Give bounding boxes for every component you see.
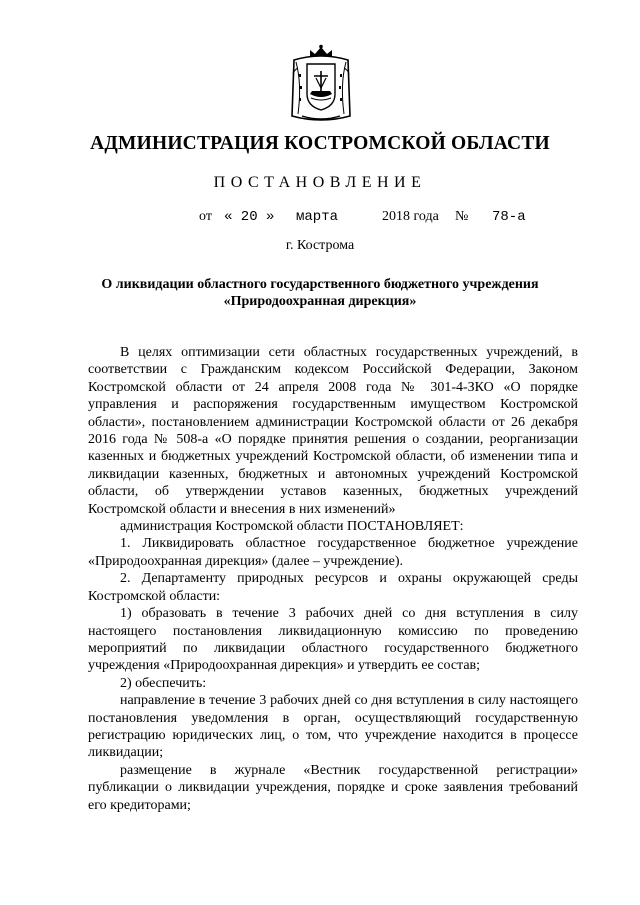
organization-name: АДМИНИСТРАЦИЯ КОСТРОМСКОЙ ОБЛАСТИ: [90, 133, 550, 154]
date-month: марта: [296, 209, 339, 225]
preamble-paragraph: В целях оптимизации сети областных государственных учреждений, в соответствии с Гражданским кодексом Российской Федерации, Законом Костромской области от 24 апреля 2008 года № 301-4-ЗКО «О порядке управления и распоряжения государственным имуществом Костромской области», постановлением администрации Костромской области от 26 декабря 2016 года № 508-а «О порядке принятия решения о создании, реорганизации казенных и бюджетных учреждений Костромской области, об изменении типа и ликвидации казенных, бюджетных и автономных учреждений Костромской области, об утверждении уставов казенных, бюджетных учреждений Костромской области и внесения в них изменений»: [88, 345, 578, 517]
city: г. Кострома: [285, 238, 355, 253]
date-year: 2018 года: [382, 209, 439, 224]
date-day: « 20 »: [224, 209, 275, 225]
title-line-2: «Природоохранная дирекция»: [223, 294, 417, 309]
clause-2-item-1: 1) образовать в течение 3 рабочих дней со дня вступления в силу настоящего постановления ликвидационную комиссию по проведению мероприятий по ликвидации областного государственного бюджетного учреждения «Природоохранная дирекция» и утвердить ее состав;: [88, 606, 578, 674]
coat-of-arms-emblem: [288, 44, 354, 124]
clause-2-item-2-point-1: направление в течение 3 рабочих дней со дня вступления в силу настоящего постановления уведомления в орган, осуществляющий государственную регистрацию юридических лиц, о том, что учреждение находится в процессе ликвидации;: [88, 693, 578, 761]
document-body: [88, 344, 578, 814]
resolution-statement: администрация Костромской области ПОСТАНОВЛЯЕТ:: [120, 519, 464, 535]
date-line: [0, 209, 640, 231]
clause-2: 2. Департаменту природных ресурсов и охраны окружающей среды Костромской области:: [88, 571, 578, 604]
title-line-1: О ликвидации областного государственного бюджетного учреждения: [101, 277, 539, 292]
number-sign: №: [455, 209, 469, 224]
clause-2-item-2-point-2: размещение в журнале «Вестник государственной регистрации» публикации о ликвидации учреждения, порядке и сроке заявления требований его кредиторами;: [88, 762, 578, 813]
document-number: 78-а: [492, 209, 526, 225]
clause-2-item-2: 2) обеспечить:: [120, 675, 207, 691]
document-title: [60, 276, 580, 310]
date-prefix: от: [199, 209, 212, 224]
clause-1: 1. Ликвидировать областное государственное бюджетное учреждение «Природоохранная дирекция» (далее – учреждение).: [88, 536, 578, 569]
document-type: ПОСТАНОВЛЕНИЕ: [213, 174, 427, 191]
